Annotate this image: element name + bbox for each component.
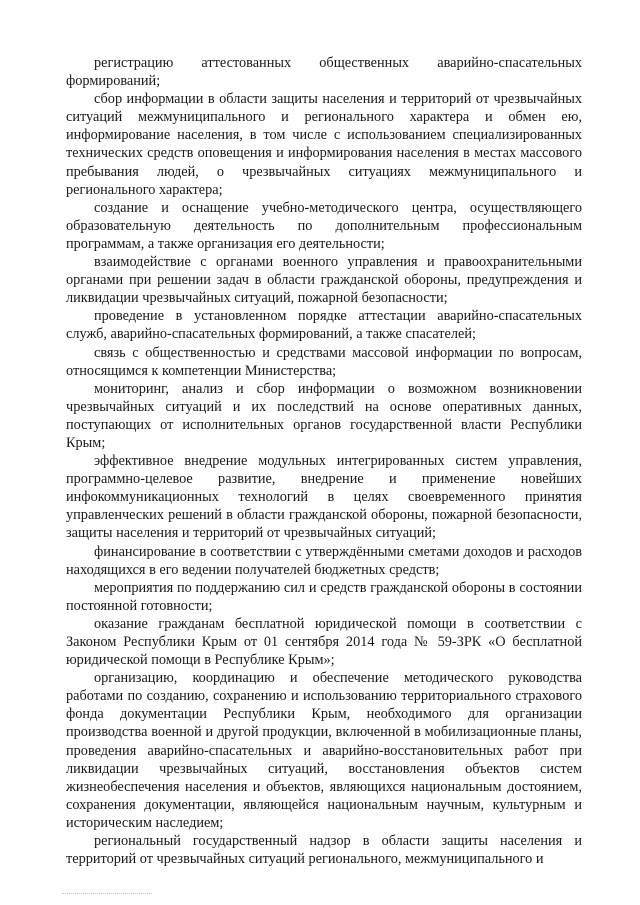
paragraph-public-relations: связь с общественностью и средствами массовой информации по вопросам, относящимся к компетенции Министерства;	[66, 344, 582, 379]
paragraph-registration: регистрацию аттестованных общественных аварийно-спасательных формирований;	[66, 55, 582, 90]
paragraph-state-supervision: региональный государственный надзор в области защиты населения и территорий от чрезвычайных ситуаций регионального, межмуниципального и	[66, 833, 582, 868]
paragraph-training-center: создание и оснащение учебно-методического центра, осуществляющего образовательную деятельность по дополнительным профессиональным программам, а также организация его деятельности;	[66, 199, 582, 252]
scan-artifact	[62, 893, 152, 898]
document-body	[66, 54, 582, 868]
paragraph-systems-implementation: эффективное внедрение модульных интегрированных систем управления, программно-целевое развитие, внедрение и применение новейших инфокоммуникационных технологий в целях своевременного принятия управленческих решений в области гражданской обороны, пожарной безопасности, защиты населения и территорий от чрезвычайных ситуаций;	[66, 453, 582, 542]
paragraph-legal-aid: оказание гражданам бесплатной юридической помощи в соответствии с Законом Республики Крым от 01 сентября 2014 года № 59-ЗРК «О бесплатной юридической помощи в Республике Крым»;	[66, 615, 582, 669]
paragraph-insurance-fund: организацию, координацию и обеспечение методического руководства работами по созданию, сохранению и использованию территориального страхового фонда документации Республики Крым, необходимого для организации производства военной и другой продукции, включенной в мобилизационные планы, проведения аварийно-спасательных и аварийно-восстановительных работ при ликвидации чрезвычайных ситуаций, восстановления объектов систем жизнеобеспечения населения и объектов, являющихся национальным достоянием, сохранения документации, являющейся национальным научным, культурным и историческим наследием;	[66, 670, 582, 831]
paragraph-information-collection: сбор информации в области защиты населения и территорий от чрезвычайных ситуаций межмуниципального и регионального характера и обмен ею, информирование населения, в том числе с использованием специализированных технических средств оповещения и информирования населения в местах массового пребывания людей, о чрезвычайных ситуациях межмуниципального и регионального характера;	[66, 91, 582, 198]
paragraph-interaction: взаимодействие с органами военного управления и правоохранительными органами при решении задач в области гражданской обороны, предупреждения и ликвидации чрезвычайных ситуаций, пожарной безопасности;	[66, 254, 582, 307]
paragraph-readiness: мероприятия по поддержанию сил и средств гражданской обороны в состоянии постоянной готовности;	[66, 579, 582, 614]
paragraph-financing: финансирование в соответствии с утверждёнными сметами доходов и расходов находящихся в его ведении получателей бюджетных средств;	[66, 543, 582, 578]
paragraph-attestation: проведение в установленном порядке аттестации аварийно-спасательных служб, аварийно-спасательных формирований, а также спасателей;	[66, 308, 582, 343]
paragraph-monitoring: мониторинг, анализ и сбор информации о возможном возникновении чрезвычайных ситуаций и их последствий на основе оперативных данных, поступающих от исполнительных органов государственной власти Республики Крым;	[66, 380, 582, 451]
